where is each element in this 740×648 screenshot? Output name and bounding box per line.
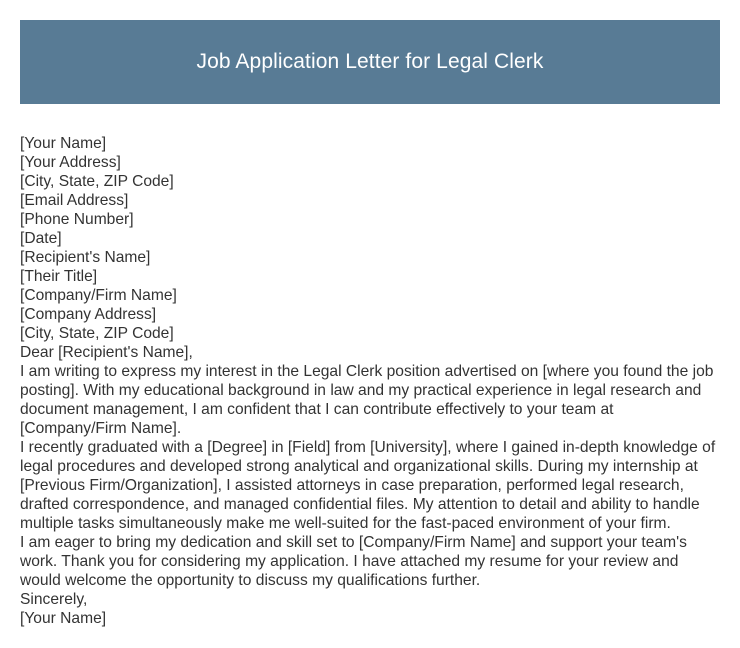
letter-date: [Date] (20, 230, 62, 247)
sender-address: [Your Address] (20, 154, 121, 171)
recipient-address: [Company Address] (20, 306, 157, 323)
recipient-company: [Company/Firm Name] (20, 287, 177, 304)
page-title: Job Application Letter for Legal Clerk (196, 50, 544, 73)
salutation: Dear [Recipient's Name], (20, 344, 193, 361)
recipient-city-state-zip: [City, State, ZIP Code] (20, 325, 174, 342)
recipient-title: [Their Title] (20, 268, 98, 285)
body-paragraph-closing: I am eager to bring my dedication and skill set to [Company/Firm Name] and support your team's work. Thank you for considering my application. I have attached my resume for your review and would welcome the opportunity to discuss my qualifications further. (20, 534, 687, 589)
sender-name: [Your Name] (20, 135, 107, 152)
sender-phone: [Phone Number] (20, 211, 134, 228)
signature-name: [Your Name] (20, 610, 107, 627)
sender-city-state-zip: [City, State, ZIP Code] (20, 173, 174, 190)
closing: Sincerely, (20, 591, 88, 608)
body-paragraph-intro: I am writing to express my interest in the Legal Clerk position advertised on [where you found the job posting]. With my educational background in law and my practical experience in legal research and document management, I am confident that I can contribute effectively to your team at [Company/Firm Name]. (20, 363, 714, 437)
body-paragraph-experience: I recently graduated with a [Degree] in [Field] from [University], where I gained in-depth knowledge of legal procedures and developed strong analytical and organizational skills. During my internship at [Previous Firm/Organization], I assisted attorneys in case preparation, performed legal research, drafted correspondence, and managed confidential files. My attention to detail and ability to handle multiple tasks simultaneously make me well-suited for the fast-paced environment of your firm. (20, 439, 716, 532)
sender-email: [Email Address] (20, 192, 129, 209)
recipient-name: [Recipient's Name] (20, 249, 151, 266)
letter-body (20, 134, 722, 628)
header-banner (20, 20, 720, 104)
